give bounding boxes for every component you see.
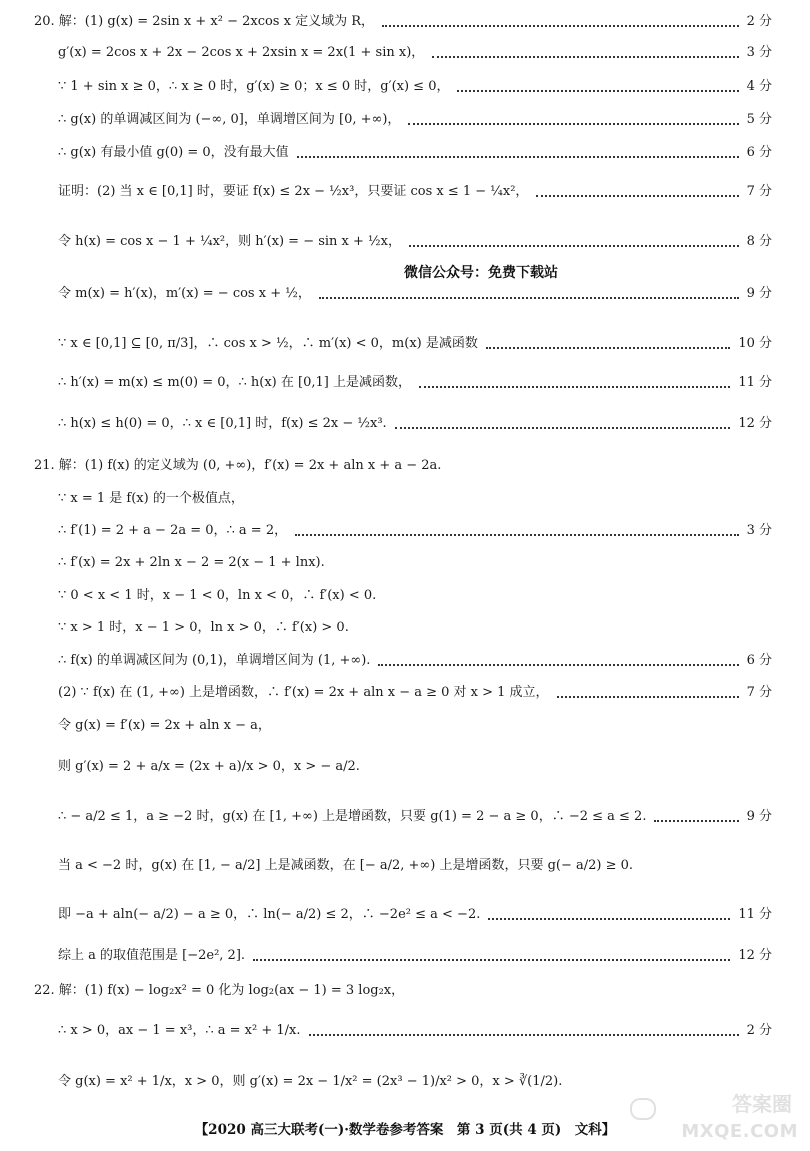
line-text: ∵ 1 + sin x ≥ 0，∴ x ≥ 0 时，g′(x) ≥ 0；x ≤ 0 时，g′(x) ≤ 0， — [58, 79, 450, 94]
wechat-overlay-text: 微信公众号：免费下载站 — [404, 265, 558, 281]
dot-leader — [654, 820, 739, 822]
text-line — [0, 586, 810, 606]
score-mark: 11 分 — [738, 375, 772, 390]
line-text: ∴ g(x) 的单调减区间为 (−∞, 0]，单调增区间为 [0, +∞)， — [58, 112, 401, 127]
line-text: ∴ h′(x) = m(x) ≤ m(0) = 0，∴ h(x) 在 [0,1] 上是减函数， — [58, 375, 411, 390]
text-line — [0, 182, 810, 202]
text-line — [0, 43, 810, 63]
text-line — [0, 284, 810, 304]
line-text: g′(x) = 2cos x + 2x − 2cos x + 2xsin x = 2x(1 + sin x)， — [58, 45, 425, 60]
line-text: 综上 a 的取值范围是 [−2e², 2]. — [58, 948, 246, 963]
line-text: ∴ g(x) 有最小值 g(0) = 0，没有最大值 — [58, 145, 289, 160]
line-text: (2) ∵ f(x) 在 (1, +∞) 上是增函数，∴ f′(x) = 2x + aln x − a ≥ 0 对 x > 1 成立， — [58, 685, 549, 700]
score-mark: 8 分 — [746, 234, 772, 249]
score-mark: 12 分 — [738, 948, 772, 963]
dot-leader — [409, 245, 739, 247]
dot-leader — [295, 534, 739, 536]
line-text: 20. 解：(1) g(x) = 2sin x + x² − 2xcos x 定义域为 R， — [34, 14, 374, 29]
line-text: 令 g(x) = x² + 1/x，x > 0，则 g′(x) = 2x − 1/x² = (2x³ − 1)/x² > 0，x > ∛(1/2). — [58, 1074, 563, 1089]
dot-leader — [395, 427, 730, 429]
line-text: 当 a < −2 时，g(x) 在 [1, − a/2] 上是减函数，在 [− a/2, +∞) 上是增函数，只要 g(− a/2) ≥ 0. — [58, 858, 634, 873]
line-text: 21. 解：(1) f(x) 的定义域为 (0, +∞)，f′(x) = 2x + aln x + a − 2a. — [34, 458, 442, 473]
dot-leader — [378, 664, 739, 666]
text-line — [0, 77, 810, 97]
text-line — [0, 683, 810, 703]
text-line — [0, 110, 810, 130]
score-mark: 6 分 — [746, 653, 772, 668]
dot-leader — [419, 386, 730, 388]
dot-leader — [432, 56, 739, 58]
text-line — [0, 1072, 810, 1092]
dot-leader — [486, 347, 730, 349]
text-line — [0, 414, 810, 434]
text-line — [0, 651, 810, 671]
text-line — [0, 981, 810, 1001]
score-mark: 9 分 — [746, 286, 772, 301]
line-text: ∴ x > 0，ax − 1 = x³，∴ a = x² + 1/x. — [58, 1023, 301, 1038]
score-mark: 3 分 — [746, 523, 772, 538]
dot-leader — [557, 696, 739, 698]
line-text: 令 g(x) = f′(x) = 2x + aln x − a， — [58, 718, 271, 733]
line-text: ∵ x ∈ [0,1] ⊆ [0, π/3]，∴ cos x > ½，∴ m′(x) < 0，m(x) 是减函数 — [58, 336, 478, 351]
line-text: ∴ f′(1) = 2 + a − 2a = 0，∴ a = 2， — [58, 523, 288, 538]
watermark-logo — [626, 1086, 806, 1148]
score-mark: 4 分 — [746, 79, 772, 94]
dot-leader — [488, 918, 730, 920]
dot-leader — [297, 156, 739, 158]
text-line — [0, 905, 810, 925]
text-line — [0, 143, 810, 163]
dot-leader — [536, 195, 739, 197]
text-line — [0, 456, 810, 476]
dot-leader — [382, 25, 739, 27]
score-mark: 11 分 — [738, 907, 772, 922]
text-line — [0, 12, 810, 32]
dot-leader — [253, 959, 730, 961]
line-text: ∵ x = 1 是 f(x) 的一个极值点， — [58, 491, 244, 506]
score-mark: 10 分 — [738, 336, 772, 351]
score-mark: 7 分 — [746, 184, 772, 199]
score-mark: 5 分 — [746, 112, 772, 127]
text-line — [0, 1021, 810, 1041]
text-line — [0, 716, 810, 736]
watermark-url: MXQE.COM — [681, 1121, 798, 1142]
score-mark: 2 分 — [746, 1023, 772, 1038]
line-text: ∴ f(x) 的单调减区间为 (0,1)，单调增区间为 (1, +∞). — [58, 653, 371, 668]
score-mark: 3 分 — [746, 45, 772, 60]
page-footer: 【2020 高三大联考(一)·数学卷参考答案 第 3 页(共 4 页) 文科】 — [194, 1122, 616, 1138]
text-line — [0, 757, 810, 777]
speech-bubble-icon — [630, 1098, 656, 1120]
line-text: 令 h(x) = cos x − 1 + ¼x²，则 h′(x) = − sin x + ½x， — [58, 234, 401, 249]
line-text: 即 −a + aln(− a/2) − a ≥ 0，∴ ln(− a/2) ≤ 2，∴ −2e² ≤ a < −2. — [58, 907, 481, 922]
text-line — [0, 856, 810, 876]
score-mark: 7 分 — [746, 685, 772, 700]
score-mark: 9 分 — [746, 809, 772, 824]
score-mark: 12 分 — [738, 416, 772, 431]
dot-leader — [319, 297, 739, 299]
line-text: ∴ h(x) ≤ h(0) = 0，∴ x ∈ [0,1] 时，f(x) ≤ 2x − ½x³. — [58, 416, 387, 431]
text-line — [0, 334, 810, 354]
text-line — [0, 232, 810, 252]
line-text: ∵ 0 < x < 1 时，x − 1 < 0，ln x < 0，∴ f′(x) < 0. — [58, 588, 377, 603]
line-text: 则 g′(x) = 2 + a/x = (2x + a)/x > 0，x > − a/2. — [58, 759, 360, 774]
line-text: ∴ f′(x) = 2x + 2ln x − 2 = 2(x − 1 + lnx). — [58, 555, 325, 570]
watermark-title: 答案圈 — [732, 1092, 792, 1116]
dot-leader — [309, 1034, 739, 1036]
text-line — [0, 946, 810, 966]
line-text: ∵ x > 1 时，x − 1 > 0，ln x > 0，∴ f′(x) > 0. — [58, 620, 349, 635]
text-line — [0, 373, 810, 393]
text-line — [0, 807, 810, 827]
dot-leader — [457, 90, 739, 92]
line-text: ∴ − a/2 ≤ 1，a ≥ −2 时，g(x) 在 [1, +∞) 上是增函数，只要 g(1) = 2 − a ≥ 0，∴ −2 ≤ a ≤ 2. — [58, 809, 647, 824]
text-line — [0, 521, 810, 541]
line-text: 22. 解：(1) f(x) − log₂x² = 0 化为 log₂(ax − 1) = 3 log₂x， — [34, 983, 405, 998]
dot-leader — [408, 123, 739, 125]
score-mark: 2 分 — [746, 14, 772, 29]
text-line — [0, 553, 810, 573]
text-line — [0, 489, 810, 509]
line-text: 令 m(x) = h′(x)，m′(x) = − cos x + ½， — [58, 286, 311, 301]
line-text: 证明：(2) 当 x ∈ [0,1] 时，要证 f(x) ≤ 2x − ½x³，只要证 cos x ≤ 1 − ¼x²， — [58, 184, 529, 199]
score-mark: 6 分 — [746, 145, 772, 160]
text-line — [0, 618, 810, 638]
